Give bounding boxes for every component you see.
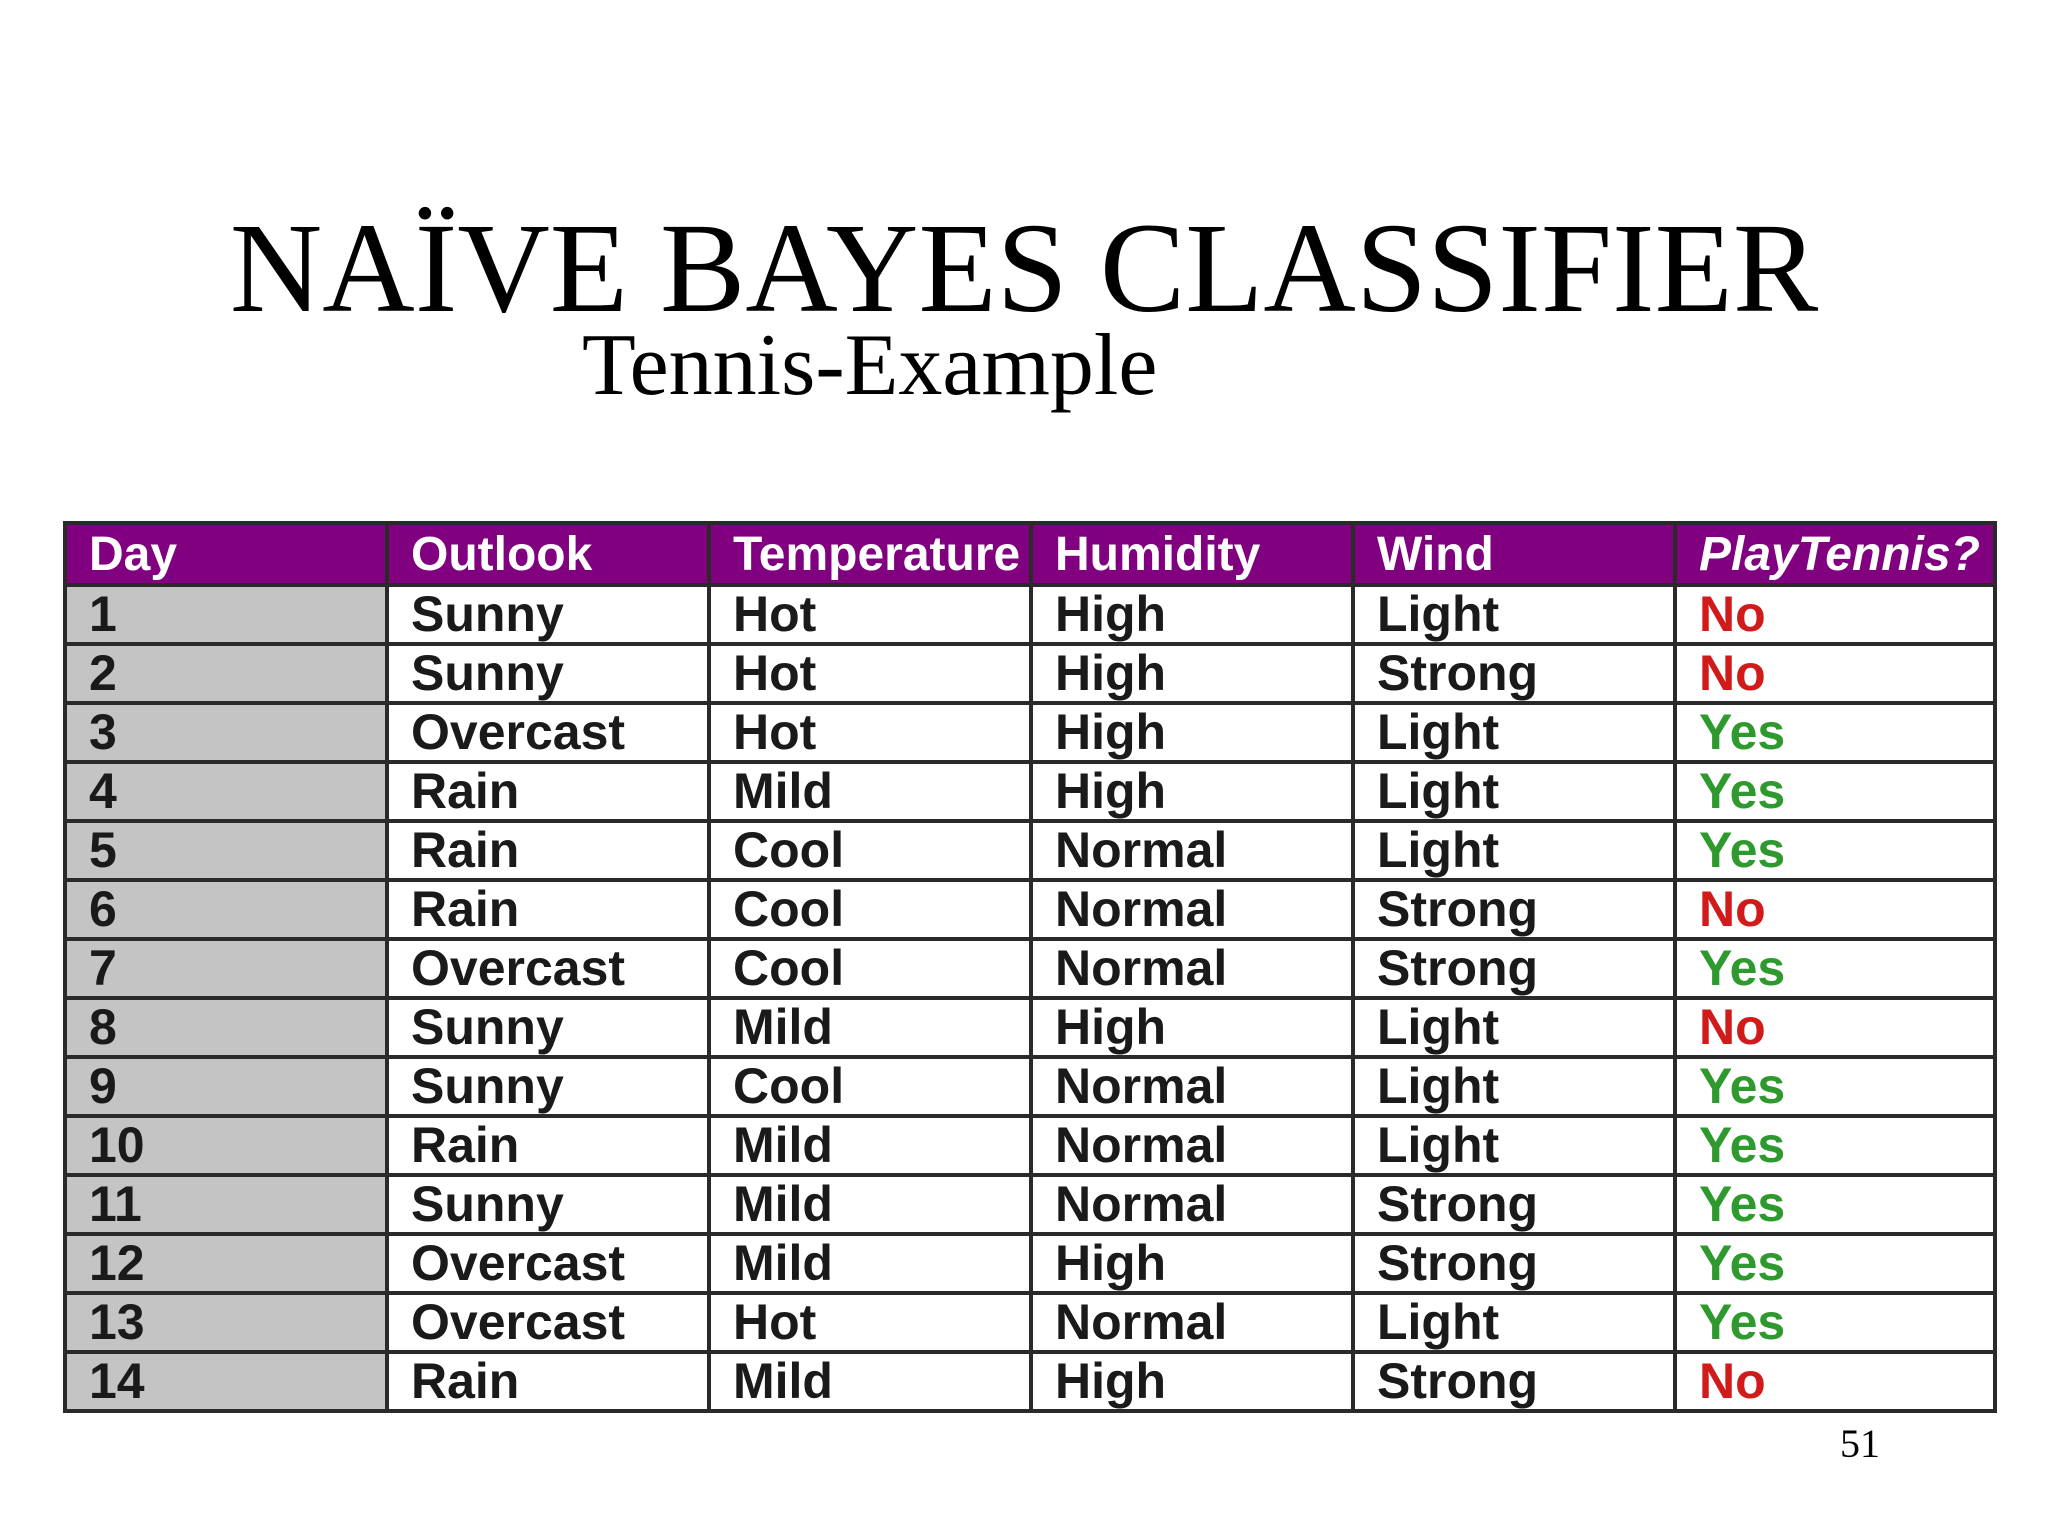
cell-day: 13 [65, 1293, 387, 1352]
cell-outlook: Overcast [387, 703, 709, 762]
cell-playtennis: Yes [1675, 762, 1995, 821]
cell-temperature: Cool [709, 939, 1031, 998]
cell-temperature: Mild [709, 1175, 1031, 1234]
table-row [65, 1352, 1995, 1411]
cell-playtennis: Yes [1675, 1175, 1995, 1234]
cell-humidity: High [1031, 998, 1353, 1057]
header-outlook: Outlook [387, 523, 709, 585]
slide-subtitle: Tennis-Example [582, 317, 1158, 414]
table-row [65, 762, 1995, 821]
cell-humidity: Normal [1031, 821, 1353, 880]
cell-playtennis: Yes [1675, 1234, 1995, 1293]
cell-temperature: Cool [709, 1057, 1031, 1116]
cell-playtennis: No [1675, 585, 1995, 644]
cell-temperature: Mild [709, 1352, 1031, 1411]
cell-humidity: High [1031, 703, 1353, 762]
cell-playtennis: Yes [1675, 703, 1995, 762]
cell-day: 11 [65, 1175, 387, 1234]
table-row [65, 1293, 1995, 1352]
cell-temperature: Hot [709, 644, 1031, 703]
cell-outlook: Rain [387, 880, 709, 939]
table-header-row [65, 523, 1995, 585]
cell-day: 2 [65, 644, 387, 703]
tennis-data-table [63, 521, 1997, 1413]
cell-humidity: Normal [1031, 1116, 1353, 1175]
table-row [65, 880, 1995, 939]
cell-playtennis: Yes [1675, 1116, 1995, 1175]
cell-day: 3 [65, 703, 387, 762]
cell-wind: Strong [1353, 880, 1675, 939]
table-row [65, 998, 1995, 1057]
cell-day: 5 [65, 821, 387, 880]
header-wind: Wind [1353, 523, 1675, 585]
table-row [65, 821, 1995, 880]
cell-playtennis: Yes [1675, 1293, 1995, 1352]
table-row [65, 644, 1995, 703]
cell-wind: Strong [1353, 644, 1675, 703]
cell-day: 14 [65, 1352, 387, 1411]
cell-temperature: Hot [709, 703, 1031, 762]
cell-outlook: Rain [387, 1116, 709, 1175]
cell-temperature: Mild [709, 998, 1031, 1057]
cell-humidity: High [1031, 644, 1353, 703]
header-humidity: Humidity [1031, 523, 1353, 585]
table-row [65, 585, 1995, 644]
table-body [65, 585, 1995, 1411]
cell-day: 7 [65, 939, 387, 998]
cell-wind: Light [1353, 998, 1675, 1057]
cell-playtennis: Yes [1675, 939, 1995, 998]
cell-humidity: High [1031, 762, 1353, 821]
cell-outlook: Sunny [387, 585, 709, 644]
cell-wind: Strong [1353, 939, 1675, 998]
cell-day: 4 [65, 762, 387, 821]
cell-day: 10 [65, 1116, 387, 1175]
cell-wind: Light [1353, 585, 1675, 644]
cell-wind: Strong [1353, 1175, 1675, 1234]
cell-day: 8 [65, 998, 387, 1057]
header-day: Day [65, 523, 387, 585]
table-row [65, 1234, 1995, 1293]
cell-wind: Light [1353, 821, 1675, 880]
cell-outlook: Overcast [387, 939, 709, 998]
cell-humidity: Normal [1031, 1057, 1353, 1116]
cell-playtennis: No [1675, 880, 1995, 939]
cell-wind: Light [1353, 1057, 1675, 1116]
cell-day: 9 [65, 1057, 387, 1116]
cell-playtennis: No [1675, 1352, 1995, 1411]
cell-temperature: Mild [709, 1116, 1031, 1175]
cell-playtennis: No [1675, 998, 1995, 1057]
cell-temperature: Hot [709, 585, 1031, 644]
cell-humidity: High [1031, 1352, 1353, 1411]
cell-playtennis: Yes [1675, 821, 1995, 880]
header-temperature: Temperature [709, 523, 1031, 585]
table-row [65, 1175, 1995, 1234]
cell-day: 12 [65, 1234, 387, 1293]
slide-title: NAÏVE BAYES CLASSIFIER [229, 197, 1819, 339]
cell-humidity: Normal [1031, 880, 1353, 939]
cell-humidity: Normal [1031, 1175, 1353, 1234]
table-row [65, 703, 1995, 762]
cell-wind: Strong [1353, 1352, 1675, 1411]
cell-outlook: Rain [387, 762, 709, 821]
cell-temperature: Mild [709, 1234, 1031, 1293]
cell-day: 1 [65, 585, 387, 644]
cell-temperature: Cool [709, 821, 1031, 880]
cell-humidity: High [1031, 585, 1353, 644]
cell-outlook: Rain [387, 1352, 709, 1411]
cell-outlook: Sunny [387, 998, 709, 1057]
cell-outlook: Sunny [387, 1175, 709, 1234]
cell-outlook: Sunny [387, 644, 709, 703]
table-row [65, 1116, 1995, 1175]
cell-temperature: Hot [709, 1293, 1031, 1352]
cell-day: 6 [65, 880, 387, 939]
cell-outlook: Rain [387, 821, 709, 880]
table-row [65, 939, 1995, 998]
cell-wind: Light [1353, 762, 1675, 821]
cell-playtennis: Yes [1675, 1057, 1995, 1116]
cell-outlook: Sunny [387, 1057, 709, 1116]
cell-wind: Light [1353, 703, 1675, 762]
cell-temperature: Cool [709, 880, 1031, 939]
cell-wind: Light [1353, 1116, 1675, 1175]
cell-playtennis: No [1675, 644, 1995, 703]
header-playtennis: PlayTennis? [1675, 523, 1995, 585]
table-row [65, 1057, 1995, 1116]
cell-humidity: Normal [1031, 1293, 1353, 1352]
cell-wind: Strong [1353, 1234, 1675, 1293]
cell-wind: Light [1353, 1293, 1675, 1352]
cell-outlook: Overcast [387, 1234, 709, 1293]
cell-outlook: Overcast [387, 1293, 709, 1352]
cell-temperature: Mild [709, 762, 1031, 821]
page-number: 51 [1840, 1421, 1880, 1466]
cell-humidity: Normal [1031, 939, 1353, 998]
cell-humidity: High [1031, 1234, 1353, 1293]
